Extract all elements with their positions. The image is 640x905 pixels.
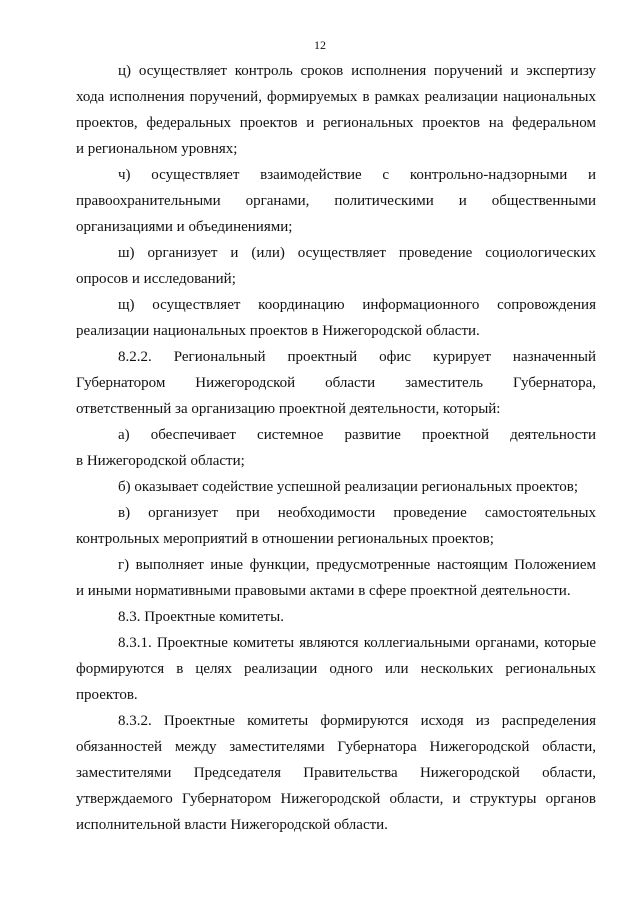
paragraph bbox=[76, 240, 596, 292]
paragraph-line: в Нижегородской области; bbox=[76, 453, 245, 469]
paragraph-line: 8.3.2. Проектные комитеты формируются исходя из распределения bbox=[118, 713, 596, 729]
paragraph-line: ц) осуществляет контроль сроков исполнения поручений и экспертизу bbox=[118, 63, 596, 79]
paragraph-line: реализации национальных проектов в Нижегородской области. bbox=[76, 323, 480, 339]
paragraph-line: ш) организует и (или) осуществляет проведение социологических bbox=[118, 245, 596, 261]
paragraph-line: проектов, федеральных проектов и региональных проектов на федеральном bbox=[76, 115, 596, 131]
paragraph bbox=[76, 422, 596, 474]
paragraph-line: щ) осуществляет координацию информационного сопровождения bbox=[118, 297, 596, 313]
paragraph bbox=[76, 500, 596, 552]
paragraph bbox=[76, 604, 596, 630]
paragraph bbox=[76, 708, 596, 838]
paragraph-line: Губернатором Нижегородской области заместитель Губернатора, bbox=[76, 375, 596, 391]
paragraph bbox=[76, 344, 596, 422]
paragraph bbox=[76, 162, 596, 240]
paragraph-line: исполнительной власти Нижегородской области. bbox=[76, 817, 388, 833]
paragraph-line: формируются в целях реализации одного или нескольких региональных bbox=[76, 661, 596, 677]
paragraph-line: организациями и объединениями; bbox=[76, 219, 293, 235]
paragraph-line: 8.2.2. Региональный проектный офис курирует назначенный bbox=[118, 349, 596, 365]
paragraph-line: контрольных мероприятий в отношении региональных проектов; bbox=[76, 531, 494, 547]
paragraph-line: а) обеспечивает системное развитие проектной деятельности bbox=[118, 427, 596, 443]
paragraph-line: б) оказывает содействие успешной реализации региональных проектов; bbox=[118, 479, 579, 495]
paragraph-line: заместителями Председателя Правительства Нижегородской области, bbox=[76, 765, 596, 781]
document-body bbox=[76, 58, 596, 838]
paragraph-line: 8.3. Проектные комитеты. bbox=[118, 609, 284, 625]
paragraph-line: утверждаемого Губернатором Нижегородской области, и структуры органов bbox=[76, 791, 596, 807]
paragraph-line: обязанностей между заместителями Губернатора Нижегородской области, bbox=[76, 739, 596, 755]
paragraph-line: и иными нормативными правовыми актами в сфере проектной деятельности. bbox=[76, 583, 571, 599]
paragraph-line: г) выполняет иные функции, предусмотренные настоящим Положением bbox=[118, 557, 596, 573]
paragraph bbox=[76, 58, 596, 162]
paragraph bbox=[76, 630, 596, 708]
paragraph-line: ответственный за организацию проектной деятельности, который: bbox=[76, 401, 501, 417]
paragraph-line: и региональном уровнях; bbox=[76, 141, 238, 157]
paragraph bbox=[76, 292, 596, 344]
paragraph bbox=[76, 474, 596, 500]
paragraph-line: ч) осуществляет взаимодействие с контрольно-надзорными и bbox=[118, 167, 596, 183]
paragraph-line: опросов и исследований; bbox=[76, 271, 236, 287]
paragraph-line: в) организует при необходимости проведение самостоятельных bbox=[118, 505, 596, 521]
page-number: 12 bbox=[314, 38, 326, 52]
paragraph-line: хода исполнения поручений, формируемых в рамках реализации национальных bbox=[76, 89, 596, 105]
paragraph-line: правоохранительными органами, политическими и общественными bbox=[76, 193, 596, 209]
paragraph-line: проектов. bbox=[76, 687, 138, 703]
paragraph bbox=[76, 552, 596, 604]
paragraph-line: 8.3.1. Проектные комитеты являются коллегиальными органами, которые bbox=[118, 635, 596, 651]
